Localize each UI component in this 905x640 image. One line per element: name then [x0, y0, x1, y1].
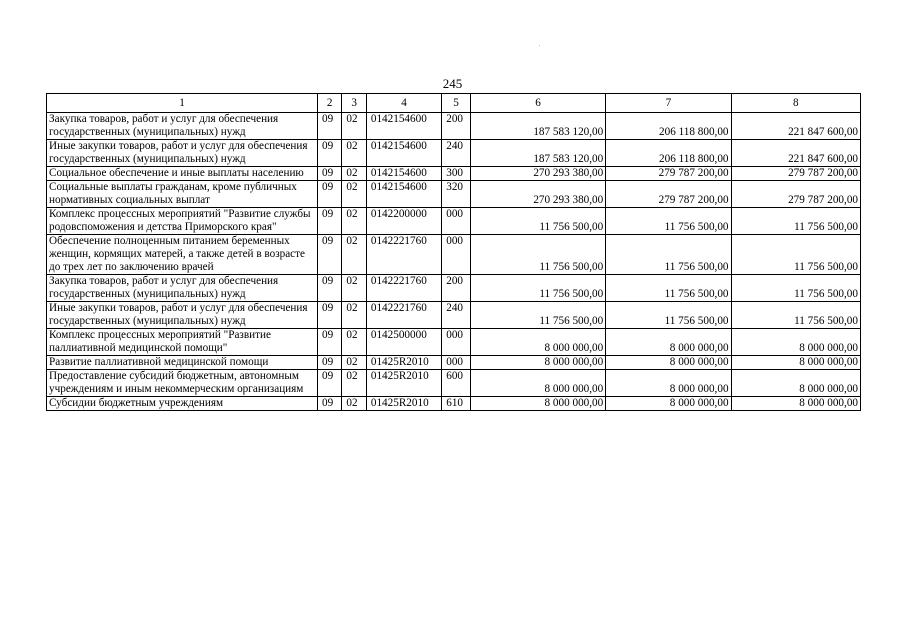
table-row	[47, 181, 861, 208]
row-name-cell: Иные закупки товаров, работ и услуг для обеспечения государственных (муниципальных) нужд	[47, 140, 318, 167]
subsection-code-cell: 02	[342, 181, 366, 208]
table-row	[47, 370, 861, 397]
section-code-cell: 09	[317, 235, 341, 275]
amount-year3-cell: 8 000 000,00	[731, 370, 860, 397]
section-code-cell: 09	[317, 356, 341, 370]
target-article-cell: 0142221760	[366, 275, 441, 302]
section-code-cell: 09	[317, 208, 341, 235]
row-name-cell: Комплекс процессных мероприятий "Развитие службы родовспоможения и детства Приморского края"	[47, 208, 318, 235]
amount-year3-cell: 8 000 000,00	[731, 397, 860, 411]
amount-year1-cell: 11 756 500,00	[470, 208, 605, 235]
target-article-cell: 0142500000	[366, 329, 441, 356]
amount-year1-cell: 8 000 000,00	[470, 397, 605, 411]
expense-type-cell: 200	[442, 113, 471, 140]
row-name-cell: Иные закупки товаров, работ и услуг для обеспечения государственных (муниципальных) нужд	[47, 302, 318, 329]
row-name-cell: Социальные выплаты гражданам, кроме публичных нормативных социальных выплат	[47, 181, 318, 208]
subsection-code-cell: 02	[342, 275, 366, 302]
row-name-cell: Развитие паллиативной медицинской помощи	[47, 356, 318, 370]
table-row	[47, 235, 861, 275]
section-code-cell: 09	[317, 329, 341, 356]
table-row	[47, 167, 861, 181]
target-article-cell: 01425R2010	[366, 370, 441, 397]
amount-year3-cell: 279 787 200,00	[731, 181, 860, 208]
subsection-code-cell: 02	[342, 356, 366, 370]
subsection-code-cell: 02	[342, 329, 366, 356]
amount-year1-cell: 270 293 380,00	[470, 167, 605, 181]
amount-year2-cell: 11 756 500,00	[606, 302, 731, 329]
amount-year2-cell: 206 118 800,00	[606, 140, 731, 167]
amount-year2-cell: 8 000 000,00	[606, 370, 731, 397]
amount-year2-cell: 11 756 500,00	[606, 208, 731, 235]
subsection-code-cell: 02	[342, 302, 366, 329]
column-header: 6	[470, 94, 605, 113]
amount-year1-cell: 8 000 000,00	[470, 370, 605, 397]
subsection-code-cell: 02	[342, 370, 366, 397]
column-header: 5	[442, 94, 471, 113]
row-name-cell: Предоставление субсидий бюджетным, автономным учреждениям и иным некоммерческим организациям	[47, 370, 318, 397]
scan-speck	[539, 45, 540, 46]
subsection-code-cell: 02	[342, 235, 366, 275]
column-header: 7	[606, 94, 731, 113]
table-row	[47, 275, 861, 302]
amount-year1-cell: 11 756 500,00	[470, 302, 605, 329]
amount-year1-cell: 270 293 380,00	[470, 181, 605, 208]
table-row	[47, 329, 861, 356]
expense-type-cell: 000	[442, 208, 471, 235]
row-name-cell: Обеспечение полноценным питанием беременных женщин, кормящих матерей, а также детей в возрасте до трех лет по заключению врачей	[47, 235, 318, 275]
amount-year3-cell: 8 000 000,00	[731, 329, 860, 356]
amount-year2-cell: 11 756 500,00	[606, 235, 731, 275]
subsection-code-cell: 02	[342, 113, 366, 140]
amount-year3-cell: 279 787 200,00	[731, 167, 860, 181]
column-header: 2	[317, 94, 341, 113]
expense-type-cell: 000	[442, 329, 471, 356]
amount-year3-cell: 11 756 500,00	[731, 302, 860, 329]
amount-year1-cell: 187 583 120,00	[470, 140, 605, 167]
row-name-cell: Субсидии бюджетным учреждениям	[47, 397, 318, 411]
amount-year2-cell: 206 118 800,00	[606, 113, 731, 140]
amount-year2-cell: 279 787 200,00	[606, 167, 731, 181]
target-article-cell: 0142154600	[366, 181, 441, 208]
expense-type-cell: 300	[442, 167, 471, 181]
section-code-cell: 09	[317, 302, 341, 329]
expense-type-cell: 200	[442, 275, 471, 302]
table-row	[47, 302, 861, 329]
column-header: 1	[47, 94, 318, 113]
amount-year3-cell: 11 756 500,00	[731, 235, 860, 275]
target-article-cell: 0142221760	[366, 235, 441, 275]
expense-type-cell: 610	[442, 397, 471, 411]
subsection-code-cell: 02	[342, 140, 366, 167]
page-number: 245	[442, 76, 463, 91]
row-name-cell: Закупка товаров, работ и услуг для обеспечения государственных (муниципальных) нужд	[47, 275, 318, 302]
amount-year1-cell: 8 000 000,00	[470, 329, 605, 356]
amount-year2-cell: 11 756 500,00	[606, 275, 731, 302]
target-article-cell: 0142154600	[366, 140, 441, 167]
expense-type-cell: 320	[442, 181, 471, 208]
subsection-code-cell: 02	[342, 167, 366, 181]
budget-table	[46, 93, 861, 411]
expense-type-cell: 600	[442, 370, 471, 397]
amount-year1-cell: 187 583 120,00	[470, 113, 605, 140]
header-row	[47, 94, 861, 113]
section-code-cell: 09	[317, 113, 341, 140]
target-article-cell: 0142200000	[366, 208, 441, 235]
target-article-cell: 01425R2010	[366, 356, 441, 370]
column-header: 8	[731, 94, 860, 113]
target-article-cell: 01425R2010	[366, 397, 441, 411]
table-body	[47, 113, 861, 411]
expense-type-cell: 240	[442, 302, 471, 329]
amount-year1-cell: 11 756 500,00	[470, 275, 605, 302]
section-code-cell: 09	[317, 140, 341, 167]
amount-year3-cell: 11 756 500,00	[731, 275, 860, 302]
amount-year2-cell: 279 787 200,00	[606, 181, 731, 208]
amount-year1-cell: 11 756 500,00	[470, 235, 605, 275]
section-code-cell: 09	[317, 397, 341, 411]
row-name-cell: Закупка товаров, работ и услуг для обеспечения государственных (муниципальных) нужд	[47, 113, 318, 140]
target-article-cell: 0142221760	[366, 302, 441, 329]
amount-year2-cell: 8 000 000,00	[606, 356, 731, 370]
section-code-cell: 09	[317, 181, 341, 208]
subsection-code-cell: 02	[342, 208, 366, 235]
amount-year2-cell: 8 000 000,00	[606, 329, 731, 356]
section-code-cell: 09	[317, 370, 341, 397]
target-article-cell: 0142154600	[366, 113, 441, 140]
column-header: 4	[366, 94, 441, 113]
expense-type-cell: 000	[442, 235, 471, 275]
table-row	[47, 397, 861, 411]
table-row	[47, 356, 861, 370]
amount-year3-cell: 221 847 600,00	[731, 113, 860, 140]
table-row	[47, 140, 861, 167]
amount-year3-cell: 8 000 000,00	[731, 356, 860, 370]
expense-type-cell: 000	[442, 356, 471, 370]
row-name-cell: Комплекс процессных мероприятий "Развитие паллиативной медицинской помощи"	[47, 329, 318, 356]
amount-year3-cell: 221 847 600,00	[731, 140, 860, 167]
amount-year2-cell: 8 000 000,00	[606, 397, 731, 411]
expense-type-cell: 240	[442, 140, 471, 167]
amount-year1-cell: 8 000 000,00	[470, 356, 605, 370]
column-header: 3	[342, 94, 366, 113]
target-article-cell: 0142154600	[366, 167, 441, 181]
section-code-cell: 09	[317, 275, 341, 302]
section-code-cell: 09	[317, 167, 341, 181]
row-name-cell: Социальное обеспечение и иные выплаты населению	[47, 167, 318, 181]
table-row	[47, 113, 861, 140]
table-row	[47, 208, 861, 235]
subsection-code-cell: 02	[342, 397, 366, 411]
amount-year3-cell: 11 756 500,00	[731, 208, 860, 235]
